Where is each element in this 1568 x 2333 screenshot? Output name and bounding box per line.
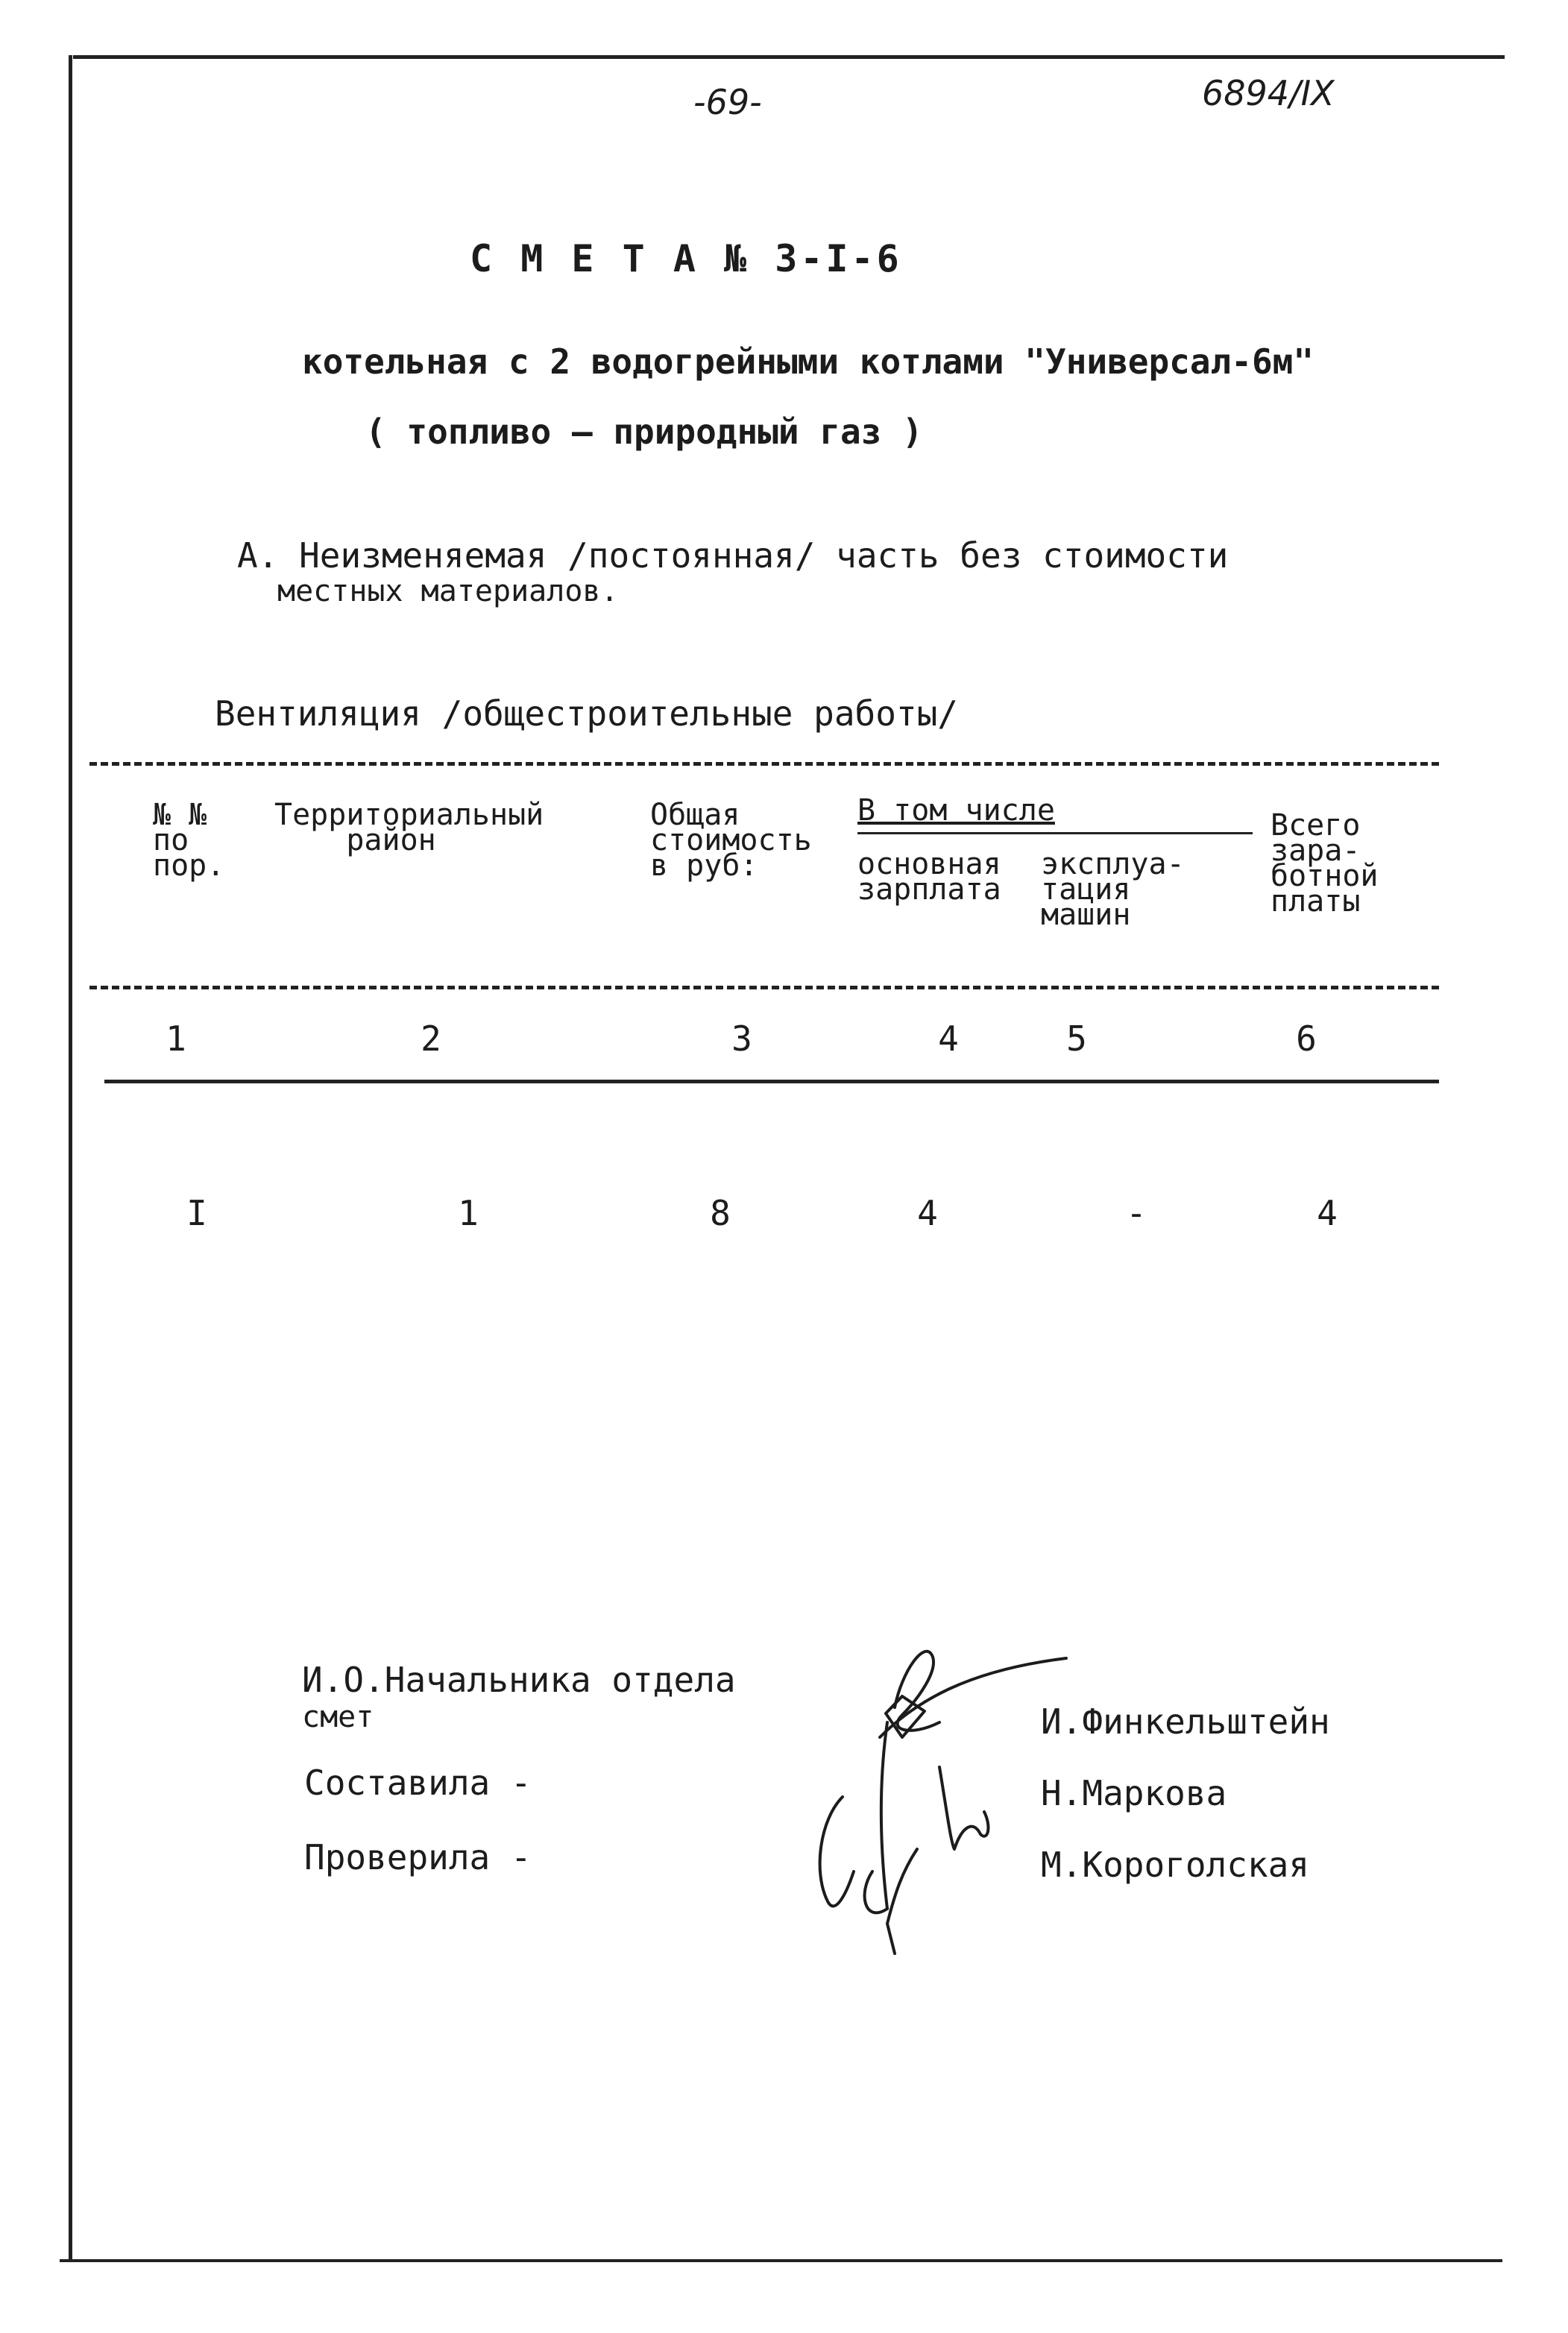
signatory-position: И.О.Начальника отдела [302, 1660, 736, 1700]
header-including-group: В том числе [857, 793, 1055, 828]
column-number: 5 [1066, 1018, 1087, 1059]
archive-number: 6894/IX [1202, 73, 1335, 113]
header-row-number: № № по пор. [153, 798, 225, 883]
document-title: С М Е Т А № 3-I-6 [470, 237, 902, 280]
fuel-note: ( топливо – природный газ ) [365, 412, 923, 452]
header-total-wages: Всего зара- ботной платы [1271, 808, 1379, 919]
head-name: И.Финкельштейн [1041, 1701, 1330, 1742]
table-cell-base-salary: 4 [917, 1193, 938, 1233]
column-number: 1 [166, 1018, 186, 1059]
table-cell-machine-operation: - [1126, 1193, 1147, 1233]
table-cell-district: 1 [458, 1193, 479, 1233]
handwritten-signatures [790, 1625, 1074, 1968]
column-number: 6 [1296, 1018, 1317, 1059]
column-number: 3 [731, 1018, 752, 1059]
header-bottom-rule [89, 986, 1439, 989]
section-heading-cont: местных материалов. [277, 574, 619, 608]
checker-name: М.Короголская [1041, 1845, 1310, 1885]
page-number: -69- [693, 82, 762, 122]
subsection-title: Вентиляция /общестроительные работы/ [215, 693, 958, 734]
header-total-cost: Общая стоимость в руб: [650, 798, 812, 883]
page-frame-top [73, 55, 1505, 59]
signatory-position-cont: смет [302, 1700, 374, 1734]
table-cell-total-cost: 8 [710, 1193, 731, 1233]
compiled-by-label: Составила - [304, 1763, 532, 1803]
header-base-salary: основная зарплата [857, 847, 1001, 907]
checked-by-label: Проверила - [304, 1837, 532, 1877]
document-subtitle: котельная с 2 водогрейными котлами "Универсал-6м" [302, 341, 1314, 382]
table-top-rule [89, 762, 1439, 766]
column-number: 4 [938, 1018, 959, 1059]
column-number-rule [104, 1080, 1439, 1083]
section-heading: А. Неизменяемая /постоянная/ часть без стоимости [237, 535, 1229, 576]
header-territorial-district: Территориальный район [274, 798, 544, 857]
table-cell-total-wages: 4 [1317, 1193, 1338, 1233]
compiler-name: Н.Маркова [1041, 1773, 1227, 1813]
table-cell-row-number: I [186, 1193, 207, 1233]
page-frame-left [69, 55, 72, 2261]
column-number: 2 [421, 1018, 441, 1059]
group-rule [857, 832, 1253, 834]
header-machine-operation: эксплуа- тация машин [1041, 847, 1185, 932]
page-frame-bottom [60, 2259, 1502, 2262]
